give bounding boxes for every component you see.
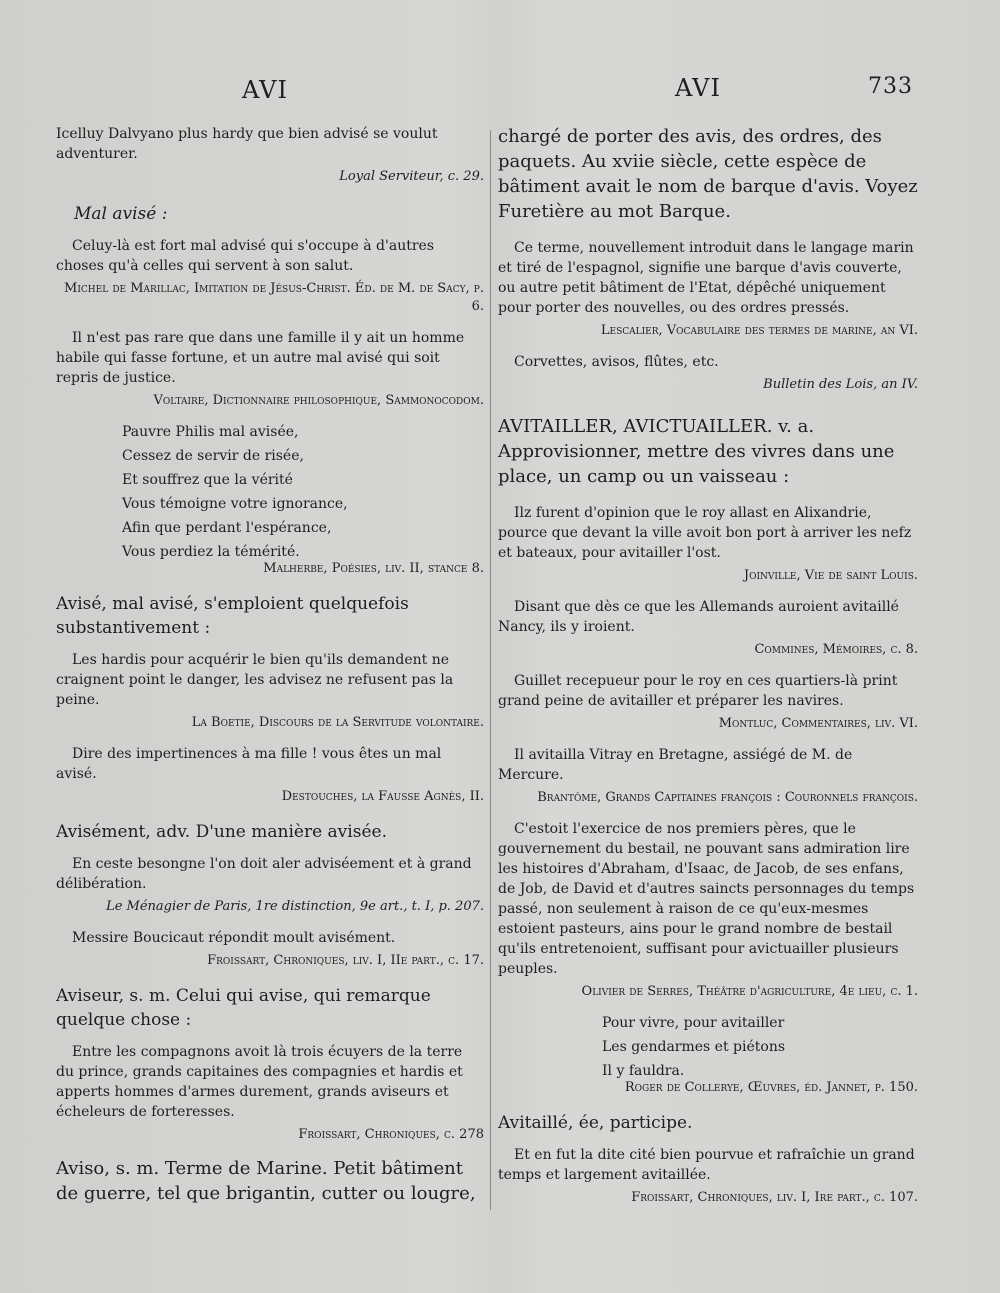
left-column bbox=[56, 124, 484, 1220]
verse-line: Et souffrez que la vérité bbox=[122, 472, 293, 488]
entry-continuation: chargé de porter des avis, des ordres, des paquets. Au xviie siècle, cette espèce de bâtiment avait le nom de barque d'avis. Voyez Furetière au mot Barque. bbox=[498, 126, 918, 222]
verse-line: Pauvre Philis mal avisée, bbox=[122, 424, 299, 440]
source: Voltaire, Dictionnaire philosophique, Sammonocodom. bbox=[153, 393, 484, 408]
subheading: Mal avisé : bbox=[74, 204, 168, 224]
source: Lescalier, Vocabulaire des termes de marine, an VI. bbox=[600, 323, 918, 338]
running-head-right: AVI bbox=[675, 74, 721, 102]
column-divider bbox=[490, 130, 491, 1210]
quotation: Et en fut la dite cité bien pourvue et rafraîchie un grand temps et largement avitaillée. bbox=[498, 1147, 915, 1183]
quotation: Il n'est pas rare que dans une famille il y ait un homme habile qui fasse fortune, et un autre mal avisé qui soit repris de justice. bbox=[56, 330, 465, 386]
source: Malherbe, Poésies, liv. II, stance 8. bbox=[263, 561, 484, 576]
quotation: Messire Boucicaut répondit moult avisément. bbox=[72, 930, 396, 946]
source: Commines, Mémoires, c. 8. bbox=[754, 642, 918, 657]
entry-heading: Avitaillé, ée, participe. bbox=[498, 1113, 693, 1133]
verse-line: Les gendarmes et piétons bbox=[602, 1039, 786, 1055]
entry-heading: Avisément, adv. D'une manière avisée. bbox=[56, 822, 387, 842]
quotation: Icelluy Dalvyano plus hardy que bien advisé se voulut adventurer. bbox=[56, 126, 438, 162]
verse-line: Afin que perdant l'espérance, bbox=[122, 520, 332, 536]
source: Roger de Collerye, Œuvres, éd. Jannet, p. 150. bbox=[624, 1080, 918, 1095]
running-head-left: AVI bbox=[242, 76, 288, 104]
right-column bbox=[498, 124, 918, 1219]
verse-block bbox=[56, 422, 484, 562]
quotation: En ceste besongne l'on doit aler adviséement et à grand délibération. bbox=[56, 856, 472, 892]
verse-line: Vous témoigne votre ignorance, bbox=[122, 496, 348, 512]
source: Destouches, la Fausse Agnès, II. bbox=[281, 789, 484, 804]
source: Brantôme, Grands Capitaines françois : Couronnels françois. bbox=[537, 790, 918, 805]
verse-line: Vous perdiez la témérité. bbox=[122, 544, 300, 560]
quotation: C'estoit l'exercice de nos premiers pères, que le gouvernement du bestail, ne pouvant sans admiration lire les histoires d'Abraham, d'Isaac, de Jacob, de ses enfans, de Job, de David et d'autres saincts personnages du temps passé, non seulement à raison de ce qu'eux-mesmes estoient pasteurs, ains pour le grand nombre de bestail qu'ils entretenoient, suffisant pour avictuailler plusieurs peuples. bbox=[498, 821, 915, 977]
verse-line: Pour vivre, pour avitailler bbox=[602, 1015, 785, 1031]
quotation: Dire des impertinences à ma fille ! vous êtes un mal avisé. bbox=[56, 746, 442, 782]
verse-line: Cessez de servir de risée, bbox=[122, 448, 304, 464]
quotation: Ilz furent d'opinion que le roy allast en Alixandrie, pource que devant la ville avoit bon port à arriver les nefz et bateaux, pour avitailler l'ost. bbox=[498, 505, 912, 561]
quotation: Les hardis pour acquérir le bien qu'ils demandent ne craignent point le danger, les advisez ne refusent pas la peine. bbox=[56, 652, 454, 708]
source: Froissart, Chroniques, liv. I, IIe part., c. 17. bbox=[207, 953, 484, 968]
source: La Boetie, Discours de la Servitude volontaire. bbox=[191, 715, 484, 730]
page-number: 733 bbox=[868, 74, 913, 99]
source: Montluc, Commentaires, liv. VI. bbox=[718, 716, 918, 731]
verse-block bbox=[498, 1013, 918, 1081]
entry-heading: Aviso, s. m. Terme de Marine. Petit bâtiment de guerre, tel que brigantin, cutter ou lougre, bbox=[56, 1158, 476, 1204]
quotation: Disant que dès ce que les Allemands auroient avitaillé Nancy, ils y iroient. bbox=[498, 599, 899, 635]
source: Olivier de Serres, Théâtre d'agriculture, 4e lieu, c. 1. bbox=[581, 984, 918, 999]
entry-heading: Avisé, mal avisé, s'emploient quelquefois substantivement : bbox=[56, 594, 409, 638]
entry-heading: AVITAILLER, AVICTUAILLER. v. a. Approvisionner, mettre des vivres dans une place, un camp ou un vaisseau : bbox=[498, 416, 895, 487]
source: Joinville, Vie de saint Louis. bbox=[743, 568, 918, 583]
quotation: Ce terme, nouvellement introduit dans le langage marin et tiré de l'espagnol, signifie une barque d'avis couverte, ou autre petit bâtiment de l'Etat, dépêché uniquement pour porter des nouvelles, ou des ordres pressés. bbox=[498, 240, 914, 316]
source: Bulletin des Lois, an IV. bbox=[763, 377, 918, 392]
source: Froissart, Chroniques, liv. I, Ire part., c. 107. bbox=[631, 1190, 918, 1205]
entry-heading: Aviseur, s. m. Celui qui avise, qui remarque quelque chose : bbox=[56, 986, 431, 1030]
quotation: Il avitailla Vitray en Bretagne, assiégé de M. de Mercure. bbox=[498, 747, 853, 783]
quotation: Entre les compagnons avoit là trois écuyers de la terre du prince, grands capitaines des compagnies et hardis et apperts hommes d'armes durement, grands aviseurs et écheleurs de forteresses. bbox=[56, 1044, 463, 1120]
source: Froissart, Chroniques, c. 278 bbox=[298, 1127, 484, 1142]
verse-line: Il y fauldra. bbox=[602, 1063, 685, 1079]
source: Loyal Serviteur, c. 29. bbox=[339, 169, 484, 184]
source: Michel de Marillac, Imitation de Jésus-Christ. Éd. de M. de Sacy, p. 6. bbox=[64, 281, 484, 314]
quotation: Celuy-là est fort mal advisé qui s'occupe à d'autres choses qu'à celles qui servent à son salut. bbox=[56, 238, 435, 274]
quotation: Guillet recepueur pour le roy en ces quartiers-là print grand peine de avitailler et préparer les navires. bbox=[498, 673, 898, 709]
quotation: Corvettes, avisos, flûtes, etc. bbox=[514, 354, 719, 370]
source: Le Ménagier de Paris, 1re distinction, 9e art., t. I, p. 207. bbox=[106, 899, 484, 914]
